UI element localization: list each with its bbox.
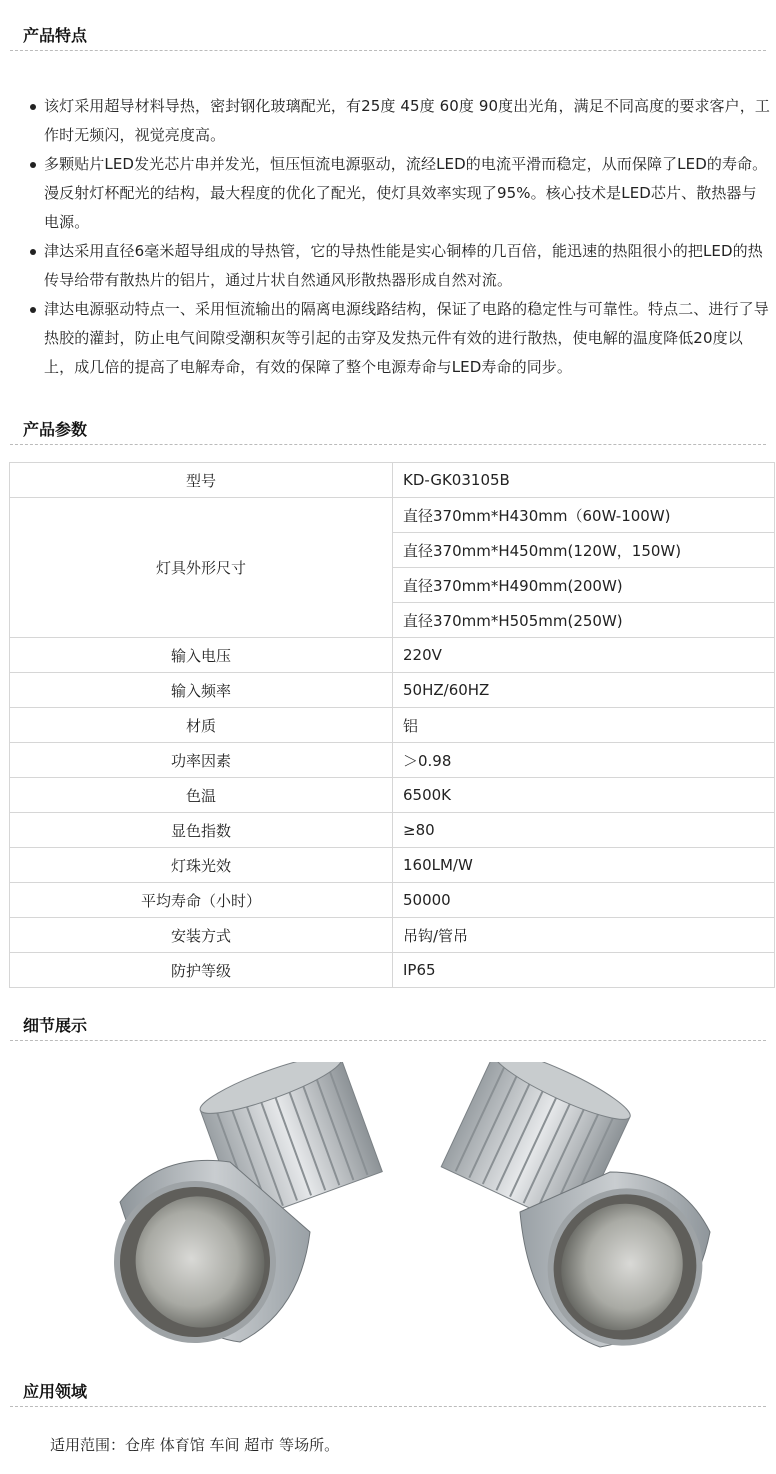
param-label: 色温 [10, 778, 393, 813]
table-row [10, 918, 775, 953]
feature-item: 该灯采用超导材料导热，密封钢化玻璃配光，有25度 45度 60度 90度出光角，满足不同高度的要求客户，工作时无频闪，视觉亮度高。 [28, 92, 770, 150]
table-row [10, 638, 775, 673]
details-title: 细节展示 [23, 1016, 88, 1035]
param-label: 安装方式 [10, 918, 393, 953]
param-value: 直径370mm*H490mm(200W) [393, 568, 775, 603]
param-label: 材质 [10, 708, 393, 743]
param-value: 50000 [393, 883, 775, 918]
table-row [10, 778, 775, 813]
param-label: 显色指数 [10, 813, 393, 848]
param-label: 输入电压 [10, 638, 393, 673]
feature-item: 多颗贴片LED发光芯片串并发光，恒压恒流电源驱动，流经LED的电流平滑而稳定，从而保障了LED的寿命。漫反射灯杯配光的结构，最大程度的优化了配光，使灯具效率实现了95%。核心技术是LED芯片、散热器与电源。 [28, 150, 770, 237]
applications-text: 适用范围：仓库 体育馆 车间 超市 等场所。 [50, 1436, 340, 1454]
table-row [10, 708, 775, 743]
param-value: ≥80 [393, 813, 775, 848]
table-row [10, 463, 775, 498]
param-label: 型号 [10, 463, 393, 498]
param-value: 铝 [393, 708, 775, 743]
product-photos [0, 1052, 776, 1362]
table-row [10, 673, 775, 708]
param-value: IP65 [393, 953, 775, 988]
applications-title: 应用领域 [23, 1382, 88, 1401]
param-label: 防护等级 [10, 953, 393, 988]
features-list [28, 92, 770, 382]
details-section-header [10, 1010, 766, 1041]
params-title: 产品参数 [23, 420, 88, 439]
param-value: KD-GK03105B [393, 463, 775, 498]
param-label: 灯珠光效 [10, 848, 393, 883]
param-value: 50HZ/60HZ [393, 673, 775, 708]
features-title: 产品特点 [23, 26, 88, 45]
param-label: 功率因素 [10, 743, 393, 778]
table-row [10, 953, 775, 988]
table-row [10, 813, 775, 848]
params-section-header [10, 414, 766, 445]
feature-item: 津达电源驱动特点一、采用恒流输出的隔离电源线路结构，保证了电路的稳定性与可靠性。特点二、进行了导热胶的灌封，防止电气间隙受潮积灰等引起的击穿及发热元件有效的进行散热，使电解的温度降低20度以上，成几倍的提高了电解寿命，有效的保障了整个电源寿命与LED寿命的同步。 [28, 295, 770, 382]
param-value: 直径370mm*H450mm(120W，150W) [393, 533, 775, 568]
lamp-photo-left [100, 1062, 400, 1352]
features-section-header [10, 20, 766, 51]
param-value: 160LM/W [393, 848, 775, 883]
params-table [9, 462, 775, 988]
table-row [10, 848, 775, 883]
param-value: ＞0.98 [393, 743, 775, 778]
table-row [10, 498, 775, 533]
param-value: 6500K [393, 778, 775, 813]
param-value: 直径370mm*H430mm（60W-100W) [393, 498, 775, 533]
param-label: 平均寿命（小时） [10, 883, 393, 918]
param-label: 输入频率 [10, 673, 393, 708]
param-label: 灯具外形尺寸 [10, 498, 393, 638]
lamp-photo-right [420, 1062, 720, 1352]
param-value: 吊钩/管吊 [393, 918, 775, 953]
applications-section-header [10, 1376, 766, 1407]
table-row [10, 743, 775, 778]
param-value: 220V [393, 638, 775, 673]
table-row [10, 883, 775, 918]
feature-item: 津达采用直径6毫米超导组成的导热管，它的导热性能是实心铜棒的几百倍，能迅速的热阻很小的把LED的热传导给带有散热片的铝片，通过片状自然通风形散热器形成自然对流。 [28, 237, 770, 295]
param-value: 直径370mm*H505mm(250W) [393, 603, 775, 638]
